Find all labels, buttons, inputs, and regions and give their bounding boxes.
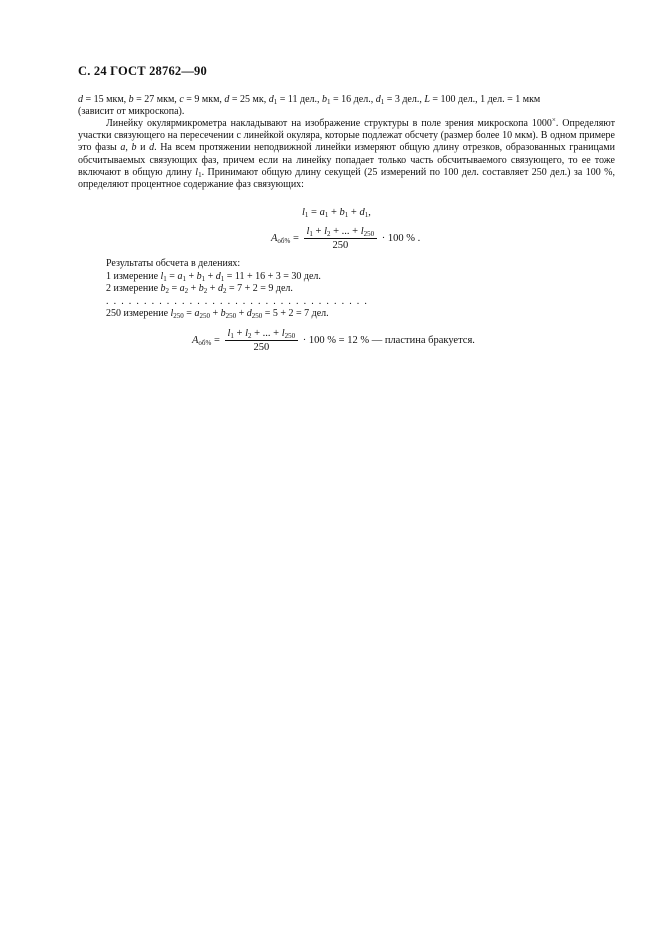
fraction-numerator: $l_1 + l_2$ + ... + $l_{250}$ — [304, 226, 378, 239]
fraction — [225, 328, 299, 353]
result-row-2: 2 измерение $b_2 = a_2 + b_2 + d_2 = 7 + 2 = 9$ дел. — [106, 283, 293, 296]
method-paragraph: Линейку окулярмикрометра накладывают на изображение структуры в поле зрения микроскопа 1000×. Определяют участки связующего на пересечении с линейкой окуляра, которые подлежат обсчету (размер более 10 мкм). В одном примере это фазы a, b и d. На всем протяжении неподвижной линейки измеряют общую длину отрезков, образованных границами обсчитываемых связующих фаз, причем если на линейку попадает только часть обсчитываемого связующего, то ее тоже включают в общую длину $l_1$. Принимают общую длину секущей (25 измерений по 100 дел. составляет 250 дел.) за 100 %, определяют процентное содержание фаз связующих: — [78, 116, 615, 191]
parameters-line: d = 15 мкм, b = 27 мкм, c = 9 мкм, d = 25 мк, $d_1 = 11$ дел., $b_1 = 16$ дел., $d_1 = 3$ дел., L = 100 дел., 1 дел. = 1 мкм — [78, 94, 541, 106]
fraction — [304, 226, 378, 251]
result-row-1: 1 измерение $l_1 = a_1 + b_1 + d_1 = 11 + 16 + 3 = 30$ дел. — [106, 270, 321, 283]
formula-result: $A_{об\%}$ = $\frac{l_1 + l_2 + ... + l_{250}}{250}$ · 100 % = 12 % — пластина бракуется. — [192, 328, 475, 353]
formula-l1: $l_1 = a_1 + b_1 + d_1$, — [302, 207, 371, 219]
fraction-numerator: $l_1 + l_2$ + ... + $l_{250}$ — [225, 328, 299, 341]
result-row-250: 250 измерение $l_{250} = a_{250} + b_{250} + d_{250} = 5 + 2 = 7$ дел. — [106, 308, 329, 321]
parameters-paragraph — [78, 94, 615, 118]
results-title: Результаты обсчета в делениях: — [106, 258, 241, 269]
result-ellipsis: . . . . . . . . . . . . . . . . . . . . . . . . . . . . . . . . . . . — [106, 295, 369, 307]
page-header: С. 24 ГОСТ 28762—90 — [78, 64, 207, 78]
fraction-denominator: 250 — [253, 342, 270, 353]
parameters-note: (зависит от микроскопа). — [78, 106, 185, 118]
formula-binder-content: $A_{об\%}$ = $\frac{l_1 + l_2 + ... + l_{250}}{250}$ · 100 % . — [271, 226, 421, 251]
fraction-denominator: 250 — [332, 240, 349, 251]
results-block — [106, 258, 368, 321]
